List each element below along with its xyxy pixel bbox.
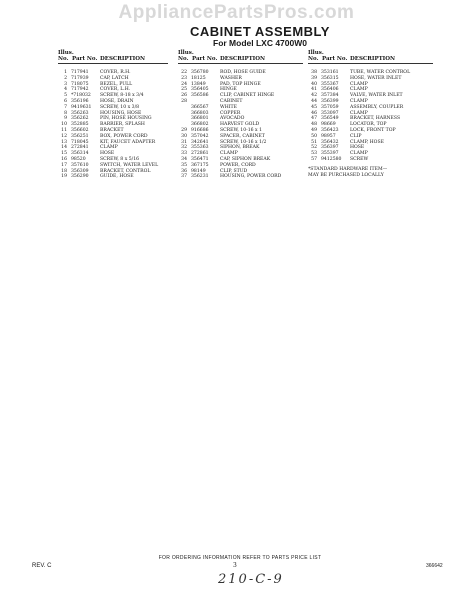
illus-number: 6 bbox=[64, 98, 67, 104]
note-line: *STANDARD HARDWARE ITEM— bbox=[308, 166, 388, 172]
part-description: KIT, FAUCET ADAPTER bbox=[100, 139, 156, 145]
part-number: 357059 bbox=[321, 104, 339, 110]
illus-number: 4 bbox=[64, 87, 67, 93]
part-number: 352885 bbox=[71, 122, 89, 128]
part-number: 356423 bbox=[321, 127, 339, 133]
part-number: 356405 bbox=[191, 87, 209, 93]
illus-number: 34 bbox=[181, 156, 187, 162]
part-description: HINGE bbox=[220, 87, 237, 93]
part-description: SCREW, 10 x 3/8 bbox=[100, 104, 140, 110]
part-number: 916686 bbox=[191, 127, 209, 133]
part-number: 356263 bbox=[71, 110, 89, 116]
part-description: HOUSING, HOSE bbox=[100, 110, 142, 116]
illus-number: 29 bbox=[181, 127, 187, 133]
illus-number: 35 bbox=[181, 162, 187, 168]
illus-number: 11 bbox=[61, 127, 67, 133]
illus-number: 10 bbox=[61, 122, 67, 128]
part-description: SCREW bbox=[350, 156, 369, 162]
illus-number: 57 bbox=[311, 156, 317, 162]
part-description: CAP, LATCH bbox=[100, 75, 129, 81]
illus-number: 40 bbox=[311, 81, 317, 87]
part-description: SWITCH, WATER LEVEL bbox=[100, 162, 159, 168]
part-number: 98149 bbox=[191, 168, 206, 174]
ordering-info-note: FOR ORDERING INFORMATION REFER TO PARTS PRICE LIST bbox=[158, 555, 322, 561]
parts-column-2 bbox=[178, 50, 303, 180]
model-subtitle: For Model LXC 4700W0 bbox=[213, 38, 307, 48]
part-description: SCREW, 10-16 x 1 bbox=[220, 127, 262, 133]
part-description: COVER, R.H. bbox=[100, 70, 131, 75]
parts-column-3 bbox=[308, 50, 433, 178]
part-description: BARRIER, SPLASH bbox=[100, 122, 145, 128]
part-number: 356290 bbox=[71, 174, 89, 180]
illus-label: Illus. bbox=[178, 50, 194, 56]
part-number: 13849 bbox=[191, 81, 206, 87]
part-description: ROD, HOSE GUIDE bbox=[220, 70, 266, 75]
illus-number: 15 bbox=[61, 151, 67, 157]
part-number: 353161 bbox=[321, 70, 339, 75]
illus-number: 44 bbox=[311, 98, 317, 104]
header-rule bbox=[58, 63, 168, 64]
part-number: 717939 bbox=[71, 75, 89, 81]
header-rule bbox=[308, 63, 433, 64]
part-number: 356549 bbox=[321, 116, 339, 122]
part-number: 717942 bbox=[71, 87, 89, 93]
description-label: DESCRIPTION bbox=[100, 56, 146, 62]
part-description: CABINET bbox=[220, 98, 243, 104]
part-number: 9412580 bbox=[321, 156, 342, 162]
parts-column-1 bbox=[58, 50, 168, 180]
part-description: BRACKET, HARNESS bbox=[350, 116, 401, 122]
illus-number: 2 bbox=[64, 75, 67, 81]
part-number: 357384 bbox=[321, 93, 339, 99]
part-description: HOSE bbox=[100, 151, 115, 157]
part-description: LOCK, FRONT TOP bbox=[350, 127, 396, 133]
handwritten-note: 210-C-9 bbox=[218, 572, 284, 587]
page-title: CABINET ASSEMBLY bbox=[190, 24, 330, 39]
part-description: TUBE, WATER CONTROL bbox=[350, 70, 411, 75]
no-label: No. bbox=[308, 56, 319, 62]
illus-number: 19 bbox=[61, 174, 67, 180]
part-description: SIPHON, BREAK bbox=[220, 145, 260, 151]
column-header bbox=[58, 50, 168, 70]
part-description: AVOCADO bbox=[220, 116, 245, 122]
part-number: 355397 bbox=[321, 151, 339, 157]
part-number: 98669 bbox=[321, 122, 336, 128]
part-description: CLAMP, HOSE bbox=[350, 139, 384, 145]
part-description: PIN, HOSE HOUSING bbox=[100, 116, 152, 122]
part-number: 357042 bbox=[191, 133, 209, 139]
part-description: CLIP, STUD bbox=[220, 168, 248, 174]
revision-label: REV. C bbox=[32, 563, 52, 569]
illus-number: 52 bbox=[311, 145, 317, 151]
part-description: CLAMP bbox=[220, 151, 238, 157]
illus-number: 18 bbox=[61, 168, 67, 174]
part-number: 366801 bbox=[191, 116, 209, 122]
part-description: HARVEST GOLD bbox=[220, 122, 260, 128]
part-description: WHITE bbox=[220, 104, 237, 110]
illus-number: 3 bbox=[64, 81, 67, 87]
illus-number: 24 bbox=[181, 81, 187, 87]
part-description: CLAMP bbox=[100, 145, 118, 151]
part-description: BOX, POWER CORD bbox=[100, 133, 148, 139]
part-no-label: Part No. bbox=[192, 56, 218, 62]
illus-number: 45 bbox=[311, 104, 317, 110]
page-number: 3 bbox=[233, 562, 237, 569]
illus-number: 50 bbox=[311, 133, 317, 139]
part-description: VALVE, WATER INLET bbox=[350, 93, 403, 99]
part-number: 356397 bbox=[321, 145, 339, 151]
illus-number: 17 bbox=[61, 162, 67, 168]
column-header bbox=[308, 50, 433, 70]
part-number: 356315 bbox=[321, 75, 339, 81]
no-label: No. bbox=[58, 56, 69, 62]
illus-number: 9 bbox=[64, 116, 67, 122]
part-description: PAD, TOP HINGE bbox=[220, 81, 261, 87]
part-number: 718045 bbox=[71, 139, 89, 145]
illus-number: 12 bbox=[61, 133, 67, 139]
part-description: CLAMP bbox=[350, 81, 368, 87]
part-number: 718075 bbox=[71, 81, 89, 87]
part-description: HOSE bbox=[350, 145, 365, 151]
parts-row bbox=[58, 174, 168, 180]
part-description: SCREW, 10-16 x 1/2 bbox=[220, 139, 267, 145]
part-number: 9419631 bbox=[71, 104, 92, 110]
illus-label: Illus. bbox=[308, 50, 324, 56]
illus-number: 33 bbox=[181, 151, 187, 157]
illus-label: Illus. bbox=[58, 50, 74, 56]
part-description: CLAMP bbox=[350, 151, 368, 157]
illus-number: 46 bbox=[311, 110, 317, 116]
part-number: 366803 bbox=[191, 110, 209, 116]
part-description: CLIP, CABINET HINGE bbox=[220, 93, 275, 99]
illus-number: 16 bbox=[61, 156, 67, 162]
part-number: 356196 bbox=[71, 98, 89, 104]
illus-number: 13 bbox=[61, 139, 67, 145]
part-number: 357610 bbox=[71, 162, 89, 168]
part-description: COVER, L.H. bbox=[100, 87, 131, 93]
part-number: 366567 bbox=[191, 104, 209, 110]
part-description: WASHER bbox=[220, 75, 242, 81]
illus-number: 8 bbox=[64, 110, 67, 116]
illus-number: 14 bbox=[61, 145, 67, 151]
illus-number: 1 bbox=[64, 70, 67, 75]
part-number: 272841 bbox=[71, 145, 89, 151]
illus-number: 37 bbox=[181, 174, 187, 180]
part-description: HOUSING, POWER CORD bbox=[220, 174, 282, 180]
part-description: ASSEMBLY, COUPLER bbox=[350, 104, 404, 110]
illus-number: 32 bbox=[181, 145, 187, 151]
part-description: SCREW, 8-18 x 3/4 bbox=[100, 93, 144, 99]
part-description: LOCATOR, TOP bbox=[350, 122, 387, 128]
part-number: 356586 bbox=[191, 93, 209, 99]
part-description: BRACKET bbox=[100, 127, 124, 133]
part-description: CLAMP bbox=[350, 87, 368, 93]
part-number: 356432 bbox=[321, 139, 339, 145]
part-description: SCREW, 8 x 5/16 bbox=[100, 156, 140, 162]
illus-number: 31 bbox=[181, 139, 187, 145]
part-number: 356314 bbox=[71, 151, 89, 157]
description-label: DESCRIPTION bbox=[220, 56, 266, 62]
part-description: CLAMP bbox=[350, 98, 368, 104]
part-number: 355367 bbox=[321, 81, 339, 87]
description-label: DESCRIPTION bbox=[350, 56, 396, 62]
illus-number: 47 bbox=[311, 116, 317, 122]
part-description: COPPER bbox=[220, 110, 241, 116]
illus-number: 49 bbox=[311, 127, 317, 133]
part-number: 272861 bbox=[191, 151, 209, 157]
parts-row bbox=[178, 174, 303, 180]
illus-number: 28 bbox=[181, 98, 187, 104]
part-number: 366802 bbox=[191, 122, 209, 128]
illus-number: 42 bbox=[311, 93, 317, 99]
part-description: CLAMP bbox=[350, 110, 368, 116]
part-description: BRACKET, CONTROL bbox=[100, 168, 151, 174]
illus-number: 38 bbox=[311, 70, 317, 75]
document-number: 366642 bbox=[426, 563, 443, 569]
illus-number: 51 bbox=[311, 139, 317, 145]
part-number: 356602 bbox=[71, 127, 89, 133]
part-no-label: Part No. bbox=[322, 56, 348, 62]
part-number: 98957 bbox=[321, 133, 336, 139]
part-number: 356399 bbox=[321, 98, 339, 104]
part-description: POWER, CORD bbox=[220, 162, 256, 168]
part-description: HOSE, DRAIN bbox=[100, 98, 134, 104]
part-number: 356309 bbox=[71, 168, 89, 174]
column-header bbox=[178, 50, 303, 70]
part-number: 356780 bbox=[191, 70, 209, 75]
standard-hardware-note bbox=[308, 167, 433, 179]
illus-number: 41 bbox=[311, 87, 317, 93]
part-number: 356251 bbox=[71, 133, 89, 139]
note-line: MAY BE PURCHASED LOCALLY bbox=[308, 172, 384, 178]
part-description: CAP, SIPHON BREAK bbox=[220, 156, 271, 162]
part-number: 356406 bbox=[321, 87, 339, 93]
part-description: SPACER, CABINET bbox=[220, 133, 265, 139]
part-no-label: Part No. bbox=[72, 56, 98, 62]
part-number: 355363 bbox=[191, 145, 209, 151]
watermark-text: AppliancePartsPros.com bbox=[118, 2, 355, 23]
part-description: HOSE, WATER INLET bbox=[350, 75, 402, 81]
part-number: 356471 bbox=[191, 156, 209, 162]
illus-number: 25 bbox=[181, 87, 187, 93]
illus-number: 53 bbox=[311, 151, 317, 157]
part-number: 717941 bbox=[71, 70, 89, 75]
illus-number: 22 bbox=[181, 70, 187, 75]
part-number: 356262 bbox=[71, 116, 89, 122]
header-rule bbox=[178, 63, 303, 64]
no-label: No. bbox=[178, 56, 189, 62]
part-number: 18125 bbox=[191, 75, 206, 81]
part-number: *718032 bbox=[71, 93, 91, 99]
part-number: 367175 bbox=[191, 162, 209, 168]
illus-number: 36 bbox=[181, 168, 187, 174]
part-description: BEZEL, PULL bbox=[100, 81, 133, 87]
parts-row bbox=[308, 157, 433, 163]
illus-number: 30 bbox=[181, 133, 187, 139]
part-number: 353097 bbox=[321, 110, 339, 116]
part-description: GUIDE, HOSE bbox=[100, 174, 134, 180]
illus-number: 39 bbox=[311, 75, 317, 81]
part-number: 342641 bbox=[191, 139, 209, 145]
part-description: CLIP bbox=[350, 133, 362, 139]
illus-number: 5 bbox=[64, 93, 67, 99]
illus-number: 26 bbox=[181, 93, 187, 99]
part-number: 356231 bbox=[191, 174, 209, 180]
illus-number: 23 bbox=[181, 75, 187, 81]
illus-number: 7 bbox=[64, 104, 67, 110]
part-number: 98520 bbox=[71, 156, 86, 162]
illus-number: 48 bbox=[311, 122, 317, 128]
